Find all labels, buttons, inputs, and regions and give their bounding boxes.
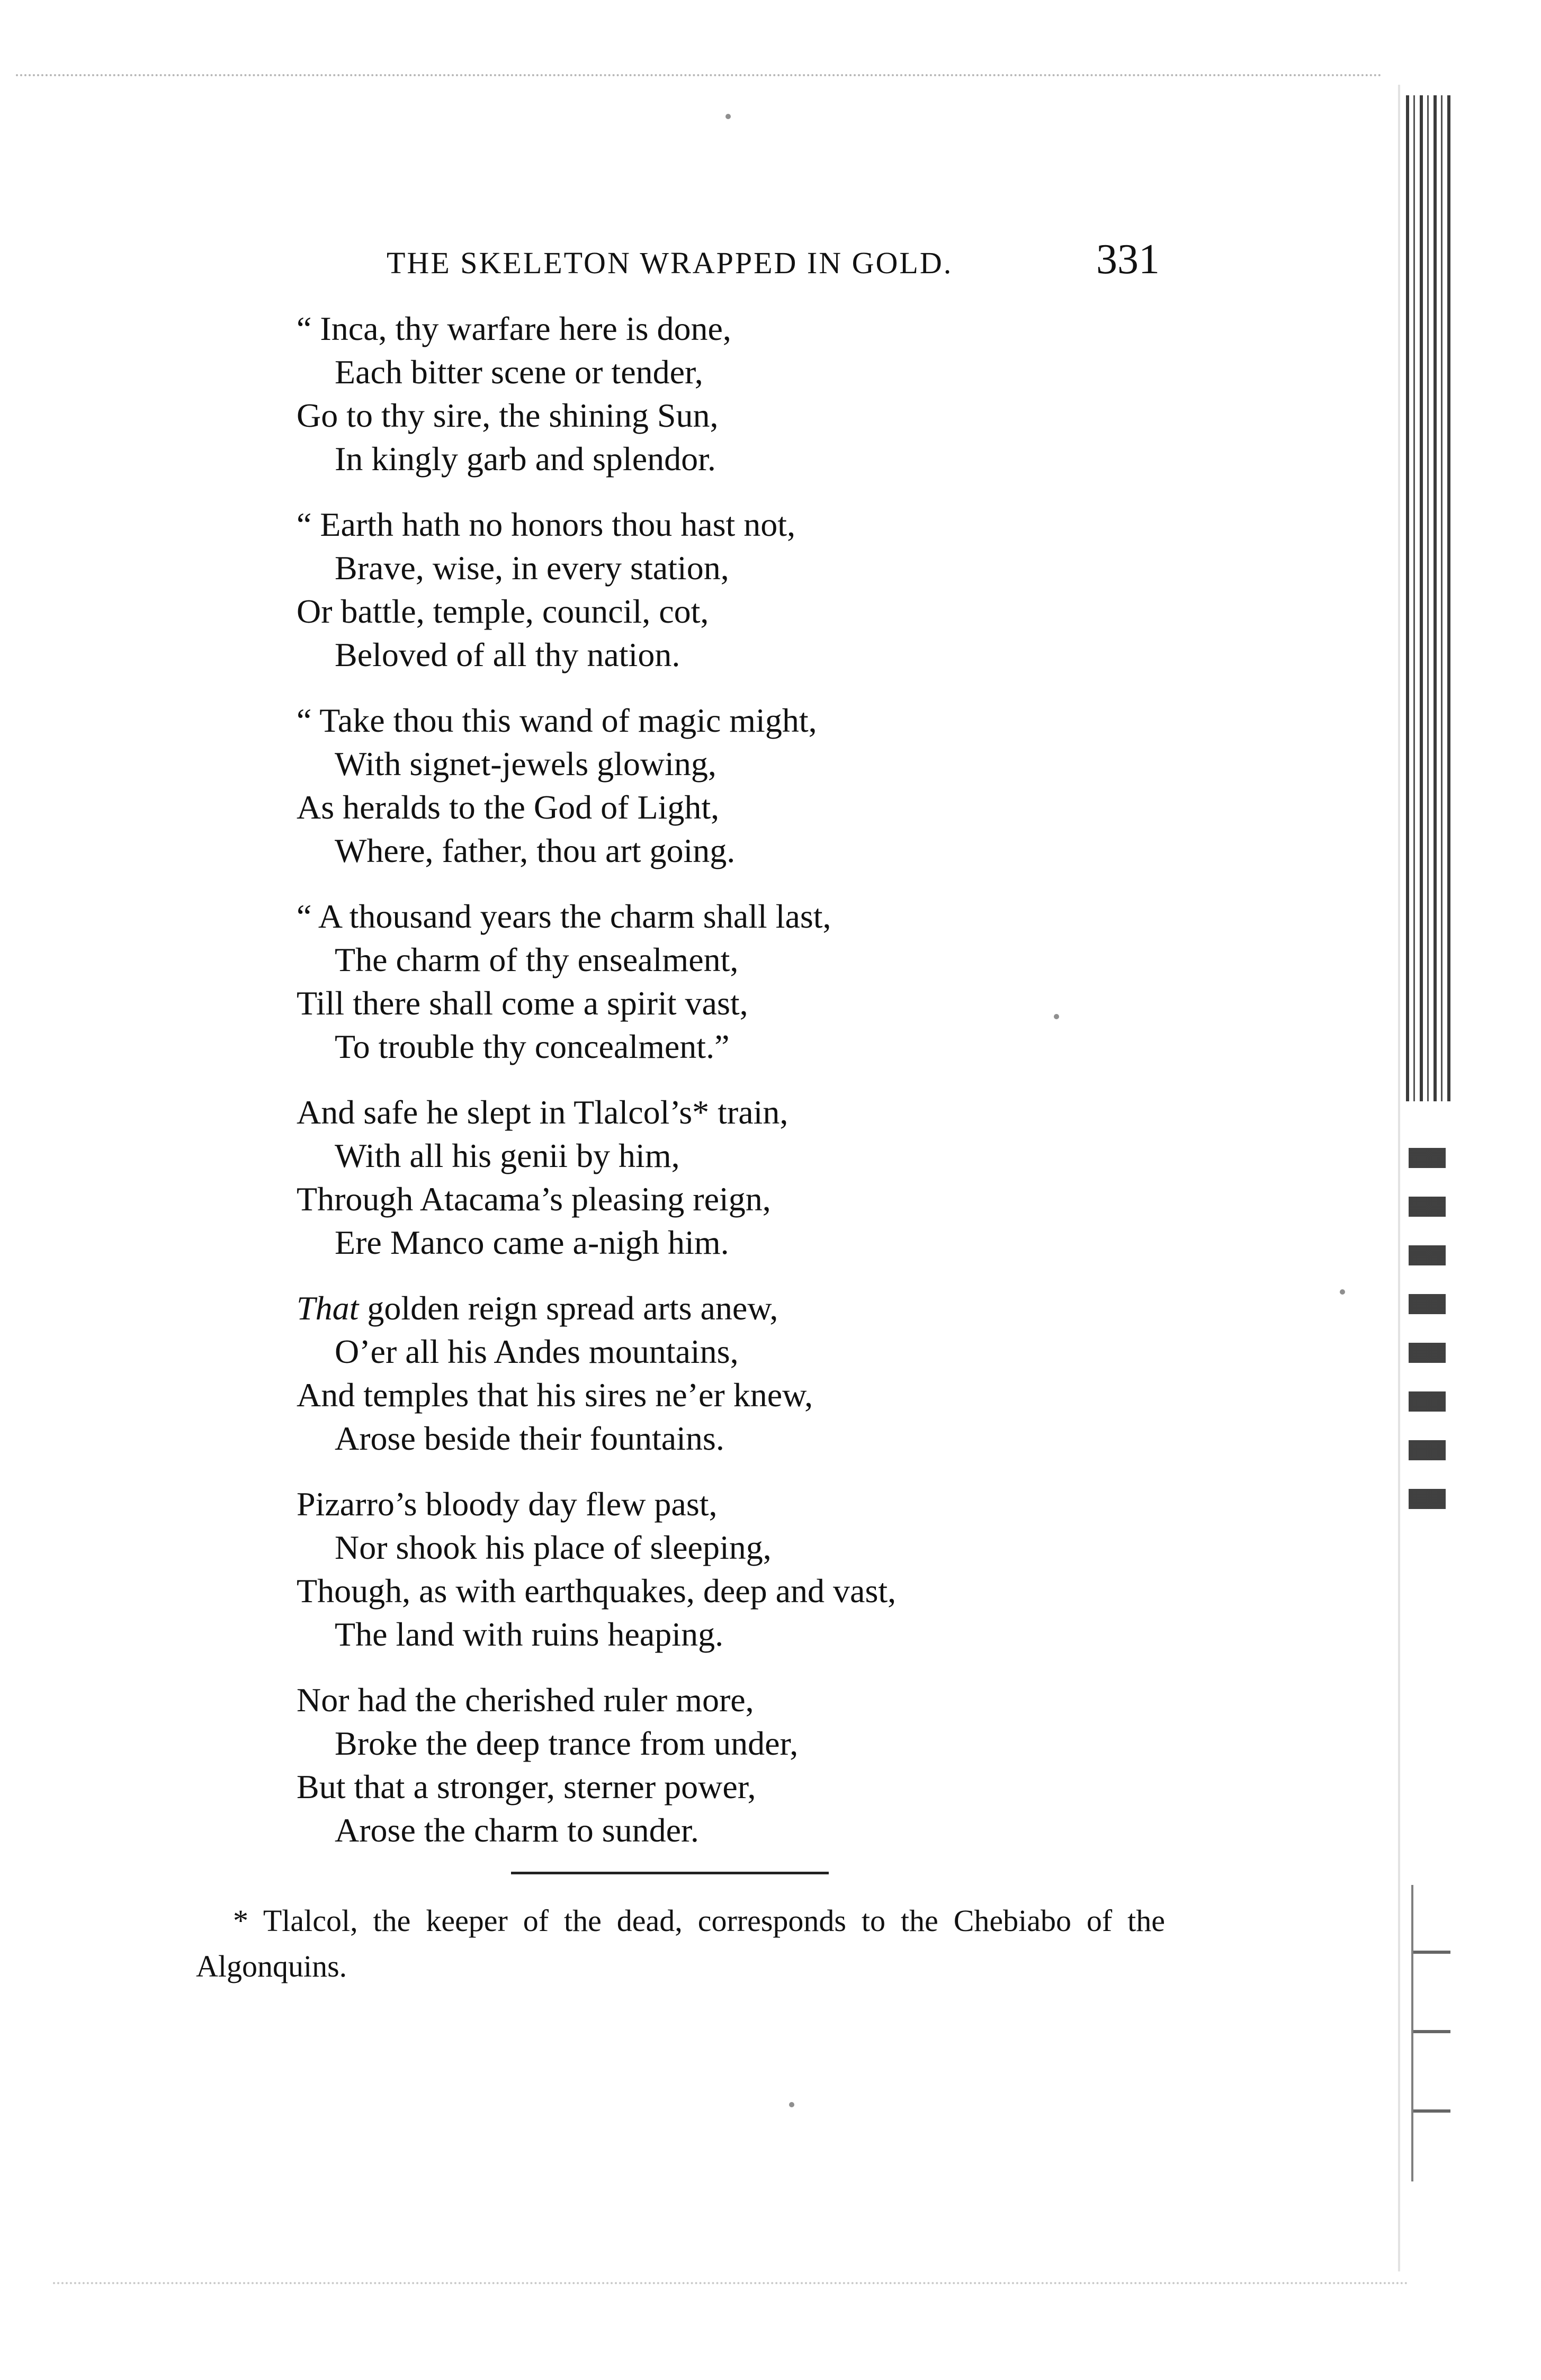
scan-edge-right xyxy=(1398,85,1400,2271)
poem-line: Nor shook his place of sleeping, xyxy=(335,1529,772,1566)
stanza xyxy=(297,307,1197,481)
poem-line: Till there shall come a spirit vast, xyxy=(297,984,748,1022)
stanza xyxy=(297,895,1197,1068)
poem-line: Nor had the cherished ruler more, xyxy=(297,1681,754,1719)
bleed-through-ticks xyxy=(1411,1885,1450,2181)
poem xyxy=(297,307,1197,1874)
scan-speck xyxy=(789,2102,794,2107)
poem-line: Go to thy sire, the shining Sun, xyxy=(297,397,719,434)
poem-line: Or battle, temple, council, cot, xyxy=(297,592,709,630)
poem-line: The charm of thy ensealment, xyxy=(335,941,739,978)
poem-line: “ Earth hath no honors thou hast not, xyxy=(297,506,796,543)
poem-line: “ Take thou this wand of magic might, xyxy=(297,702,817,739)
poem-line: As heralds to the God of Light, xyxy=(297,788,720,826)
poem-line: With signet-jewels glowing, xyxy=(335,745,716,783)
poem-line: Where, father, thou art going. xyxy=(335,832,736,869)
poem-line: Through Atacama’s pleasing reign, xyxy=(297,1180,771,1218)
poem-line: The land with ruins heaping. xyxy=(335,1615,724,1653)
scan-edge-top xyxy=(16,74,1382,79)
poem-line xyxy=(297,1287,1197,1330)
poem-line: And temples that his sires ne’er knew, xyxy=(297,1376,813,1414)
bleed-through-strip xyxy=(1406,95,1454,1101)
running-head xyxy=(387,236,1160,294)
poem-line: But that a stronger, sterner power, xyxy=(297,1768,756,1806)
bleed-through-strip-lower xyxy=(1409,1122,1446,1509)
stanza xyxy=(297,1091,1197,1264)
poem-line: Though, as with earthquakes, deep and vast, xyxy=(297,1572,897,1610)
line-rest: golden reign spread arts anew, xyxy=(359,1289,778,1327)
scan-edge-bottom xyxy=(53,2282,1409,2287)
scan-speck xyxy=(1340,1289,1345,1295)
footnote-rule xyxy=(511,1872,829,1874)
running-title: THE SKELETON WRAPPED IN GOLD. xyxy=(387,246,953,280)
stanza xyxy=(297,1287,1197,1460)
poem-line: Broke the deep trance from under, xyxy=(335,1725,799,1762)
poem-line: Brave, wise, in every station, xyxy=(335,549,729,587)
scan-speck xyxy=(725,114,731,119)
footnote: * Tlalcol, the keeper of the dead, corresponds to the Chebiabo of the Algonquins. xyxy=(196,1903,1165,1983)
poem-line: And safe he slept in Tlalcol’s* train, xyxy=(297,1093,789,1131)
stanza xyxy=(297,1678,1197,1852)
poem-line: “ A thousand years the charm shall last, xyxy=(297,897,831,935)
stanza xyxy=(297,503,1197,677)
poem-line: Ere Manco came a-nigh him. xyxy=(335,1224,729,1261)
poem-line: “ Inca, thy warfare here is done, xyxy=(297,310,731,347)
poem-line: With all his genii by him, xyxy=(335,1137,680,1174)
poem-line: Each bitter scene or tender, xyxy=(335,353,703,391)
stanza xyxy=(297,1483,1197,1656)
poem-line: O’er all his Andes mountains, xyxy=(335,1333,739,1370)
poem-line: To trouble thy concealment.” xyxy=(335,1028,730,1065)
page-number: 331 xyxy=(1096,236,1160,283)
stanza xyxy=(297,699,1197,873)
poem-line: In kingly garb and splendor. xyxy=(335,440,716,478)
poem-line: Arose beside their fountains. xyxy=(335,1420,724,1457)
poem-line: Pizarro’s bloody day flew past, xyxy=(297,1485,718,1523)
poem-line: Arose the charm to sunder. xyxy=(335,1811,699,1849)
italic-word: That xyxy=(297,1289,359,1327)
poem-line: Beloved of all thy nation. xyxy=(335,636,680,673)
